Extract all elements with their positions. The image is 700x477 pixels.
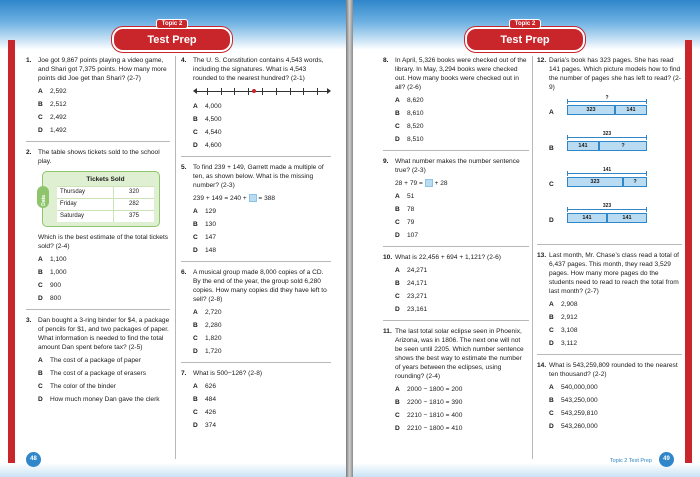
option-text: 4,540 — [205, 129, 222, 136]
answer-option[interactable] — [395, 218, 529, 227]
tick-mark — [262, 88, 263, 95]
bar-models — [549, 96, 682, 238]
answer-option[interactable] — [395, 96, 529, 105]
answer-option[interactable] — [395, 292, 529, 301]
bracket — [567, 209, 647, 210]
answer-option[interactable] — [193, 102, 331, 111]
equation-left: 28 + 79 = — [395, 180, 423, 187]
option-text: 2,720 — [205, 309, 222, 316]
answer-option[interactable] — [193, 382, 331, 391]
option-text: The cost of a package of erasers — [50, 370, 147, 377]
option-letter: B — [193, 396, 198, 403]
answer-option[interactable] — [193, 421, 331, 430]
answer-option[interactable] — [193, 207, 331, 216]
option-letter: B — [395, 280, 400, 287]
question-text: What is 500−126? (2-8) — [193, 370, 263, 377]
question-text: Last month, Mr. Chase’s class read a total of 6,437 pages. This month, they read 3,529 pages. How many more pages do the students need to read to reach the total from last month? (2-7) — [549, 252, 679, 295]
answer-option[interactable] — [395, 135, 529, 144]
arrow-right-icon — [327, 88, 331, 94]
question-number: 7. — [181, 370, 187, 377]
option-text: 2210 − 1810 = 400 — [407, 412, 463, 419]
tick-mark — [303, 88, 304, 95]
footer-band — [353, 463, 700, 477]
page-title: Test Prep — [465, 27, 585, 52]
option-text: 3,108 — [561, 327, 578, 334]
answer-option[interactable] — [395, 205, 529, 214]
answer-option[interactable] — [193, 246, 331, 255]
option-letter: D — [395, 425, 400, 432]
bar-segment: 141 — [567, 141, 599, 151]
option-letter: D — [193, 422, 198, 429]
option-letter: C — [193, 129, 198, 136]
option-letter: C — [395, 412, 400, 419]
table-row — [57, 187, 154, 199]
option-text: 4,500 — [205, 116, 222, 123]
option-text: 426 — [205, 409, 217, 416]
option-letter: D — [395, 136, 400, 143]
option-text: 4,600 — [205, 142, 222, 149]
option-text: 2,280 — [205, 322, 222, 329]
option-text: 543,260,000 — [561, 423, 598, 430]
answer-option[interactable] — [38, 268, 170, 277]
option-text: 8,510 — [407, 136, 424, 143]
option-text: 543,259,810 — [561, 410, 598, 417]
option-letter: C — [193, 335, 198, 342]
divider — [383, 320, 529, 321]
answer-option[interactable] — [395, 266, 529, 275]
option-letter: C — [549, 327, 554, 334]
answer-option[interactable] — [549, 339, 682, 348]
option-text: 1,492 — [50, 127, 67, 134]
option-text: 23,271 — [407, 293, 428, 300]
option-letter: A — [193, 208, 198, 215]
question-14 — [537, 361, 682, 431]
option-text: 130 — [205, 221, 217, 228]
option-text: 8,620 — [407, 97, 424, 104]
tick-mark — [276, 88, 277, 95]
answer-option[interactable] — [38, 126, 170, 135]
option-letter: D — [549, 217, 554, 224]
option-letter: A — [193, 103, 198, 110]
question-13 — [537, 251, 682, 348]
option-letter: B — [549, 314, 554, 321]
option-letter: C — [549, 410, 554, 417]
answer-option[interactable] — [395, 305, 529, 314]
option-letter: A — [193, 309, 198, 316]
option-letter: C — [193, 234, 198, 241]
bar-model-option[interactable] — [549, 168, 682, 202]
option-text: 800 — [50, 295, 62, 302]
question-text: Joe got 9,867 points playing a video game, and Shari got 7,375 points. How many more points did Joe get than Shari? (2-7) — [38, 57, 167, 82]
data-tab-label: Data — [40, 195, 47, 206]
option-text: 2,912 — [561, 314, 578, 321]
question-11 — [383, 327, 529, 433]
bar-model-option[interactable] — [549, 204, 682, 238]
tick-mark — [317, 88, 318, 95]
question-12 — [537, 56, 682, 238]
bar-model — [567, 141, 647, 151]
option-text: 79 — [407, 219, 415, 226]
option-letter: D — [395, 232, 400, 239]
question-text: Daria’s book has 323 pages. She has read 141 pages. Which picture models how to find the number of pages she has left to read? (2-9) — [549, 57, 681, 91]
book-gutter — [346, 0, 353, 477]
question-text: What is 22,456 + 694 + 1,121? (2-6) — [395, 254, 501, 261]
divider — [181, 156, 331, 157]
option-text: 484 — [205, 396, 217, 403]
option-letter: C — [38, 114, 43, 121]
equation — [193, 194, 331, 203]
answer-option[interactable] — [193, 233, 331, 242]
table-cell: 282 — [114, 199, 155, 211]
option-text: 1,100 — [50, 256, 67, 263]
answer-option[interactable] — [549, 409, 682, 418]
question-number: 8. — [383, 57, 389, 64]
left-column-2 — [181, 56, 331, 436]
answer-option[interactable] — [193, 141, 331, 150]
table-cell: 375 — [114, 211, 155, 223]
red-side-rule — [685, 40, 692, 477]
red-side-rule — [8, 40, 15, 477]
table-cell: Saturday — [57, 211, 114, 223]
question-number: 10. — [383, 254, 393, 261]
option-text: 626 — [205, 383, 217, 390]
divider — [26, 141, 170, 142]
question-text: What number makes the number sentence true? (2-3) — [395, 158, 520, 174]
option-text: The cost of a package of paper — [50, 357, 141, 364]
left-page — [0, 0, 346, 477]
option-text: 1,720 — [205, 348, 222, 355]
answer-option[interactable] — [38, 100, 170, 109]
answer-option[interactable] — [38, 255, 170, 264]
bar-model — [567, 213, 647, 223]
answer-option[interactable] — [395, 122, 529, 131]
equation-left: 239 + 149 = 240 + — [193, 195, 247, 202]
option-letter: B — [549, 145, 554, 152]
option-text: 900 — [50, 282, 62, 289]
option-letter: A — [38, 256, 43, 263]
question-number: 4. — [181, 57, 187, 64]
tick-mark — [248, 88, 249, 95]
option-text: 23,161 — [407, 306, 428, 313]
option-letter: A — [38, 88, 43, 95]
right-page — [353, 0, 700, 477]
answer-option[interactable] — [38, 281, 170, 290]
tick-mark — [221, 88, 222, 95]
question-text: The U. S. Constitution contains 4,543 words, including the signatures. What is 4,543 rounded to the nearest hundred? (2-1) — [193, 57, 324, 82]
answer-option[interactable] — [38, 356, 170, 365]
option-letter: A — [549, 301, 554, 308]
table-row — [57, 211, 154, 223]
equation-right: = 388 — [258, 195, 276, 202]
question-number: 13. — [537, 252, 547, 259]
question-10 — [383, 253, 529, 314]
equation — [395, 179, 529, 188]
option-letter: C — [38, 282, 43, 289]
table-title: Tickets Sold — [86, 176, 125, 183]
question-6 — [181, 268, 331, 356]
option-letter: D — [38, 127, 43, 134]
option-text: 543,250,000 — [561, 397, 598, 404]
question-4 — [181, 56, 331, 150]
option-letter: D — [549, 423, 554, 430]
option-letter: C — [395, 219, 400, 226]
table-cell: Thursday — [57, 187, 114, 199]
option-letter: A — [395, 267, 400, 274]
option-text: 4,000 — [205, 103, 222, 110]
option-letter: B — [395, 110, 400, 117]
option-text: 2,908 — [561, 301, 578, 308]
option-letter: C — [395, 123, 400, 130]
answer-option[interactable] — [38, 369, 170, 378]
answer-option[interactable] — [395, 424, 529, 433]
option-text: 148 — [205, 247, 217, 254]
divider — [537, 354, 682, 355]
page-header — [112, 12, 232, 52]
option-text: 24,271 — [407, 267, 428, 274]
question-text: Which is the best estimate of the total tickets sold? (2-4) — [38, 234, 169, 250]
question-text: In April, 5,326 books were checked out of the library. In May, 3,294 books were checked out. How many books were checked out in all? (2-6) — [395, 57, 527, 91]
option-letter: A — [38, 357, 43, 364]
option-letter: D — [38, 295, 43, 302]
bracket — [567, 101, 647, 102]
option-letter: B — [193, 322, 198, 329]
bar-model-total: 323 — [602, 203, 612, 209]
question-number: 12. — [537, 57, 547, 64]
option-letter: A — [395, 193, 400, 200]
answer-option[interactable] — [193, 220, 331, 229]
divider — [26, 309, 170, 310]
option-letter: B — [38, 269, 43, 276]
option-letter: D — [193, 142, 198, 149]
page-number: 48 — [26, 452, 41, 467]
option-letter: D — [38, 396, 43, 403]
option-letter: D — [395, 306, 400, 313]
option-letter: A — [395, 386, 400, 393]
option-letter: A — [193, 383, 198, 390]
answer-option[interactable] — [38, 395, 170, 404]
answer-option[interactable] — [549, 396, 682, 405]
option-text: How much money Dan gave the clerk — [50, 396, 160, 403]
question-text: The last total solar eclipse seen in Phoenix, Arizona, was in 1806. The next one will not be seen until 2205. Which number sentence shows the best way to estimate the number of years between the eclipses, using rounding? (2-4) — [395, 328, 524, 380]
bar-model-option[interactable] — [549, 132, 682, 166]
tick-mark — [207, 88, 208, 95]
option-text: 3,112 — [561, 340, 578, 347]
topic-tag: Topic 2 — [156, 19, 189, 29]
question-number: 3. — [26, 317, 32, 324]
question-2 — [26, 148, 170, 303]
equation-right: + 28 — [434, 180, 448, 187]
option-text: 107 — [407, 232, 419, 239]
left-column-1 — [26, 56, 170, 410]
answer-option[interactable] — [549, 383, 682, 392]
answer-option[interactable] — [395, 385, 529, 394]
footer-band — [0, 463, 346, 477]
divider — [537, 244, 682, 245]
question-text: To find 239 + 149, Garrett made a multiple of ten, as shown below. What is the missing number? (2-3) — [193, 164, 324, 189]
answer-option[interactable] — [395, 109, 529, 118]
answer-option[interactable] — [395, 398, 529, 407]
option-letter: B — [193, 116, 198, 123]
point-marker — [252, 89, 256, 93]
option-letter: B — [395, 206, 400, 213]
option-text: 129 — [205, 208, 217, 215]
option-letter: C — [549, 181, 554, 188]
answer-option[interactable] — [193, 347, 331, 356]
option-letter: B — [38, 370, 43, 377]
answer-option[interactable] — [193, 308, 331, 317]
answer-option[interactable] — [38, 87, 170, 96]
option-text: 2,592 — [50, 88, 67, 95]
bar-model-total: 323 — [602, 131, 612, 137]
question-9 — [383, 157, 529, 240]
divider — [383, 246, 529, 247]
question-number: 5. — [181, 164, 187, 171]
option-text: 24,171 — [407, 280, 428, 287]
number-line — [193, 86, 331, 98]
option-letter: B — [38, 101, 43, 108]
bar-model — [567, 177, 647, 187]
question-5 — [181, 163, 331, 255]
footer-label: Topic 2 Test Prep — [609, 458, 652, 464]
question-text: Dan bought a 3-ring binder for $4, a package of pencils for $1, and two packages of paper. What information is needed to find the total amount Dan spent before tax? (2-5) — [38, 317, 170, 351]
page-title: Test Prep — [112, 27, 232, 52]
topic-tag: Topic 2 — [509, 19, 542, 29]
option-text: 374 — [205, 422, 217, 429]
bar-segment: ? — [623, 177, 647, 187]
option-text: 147 — [205, 234, 217, 241]
option-text: 540,000,000 — [561, 384, 598, 391]
bar-segment: 323 — [567, 105, 615, 115]
answer-option[interactable] — [193, 128, 331, 137]
bar-segment: 323 — [567, 177, 623, 187]
answer-option[interactable] — [395, 231, 529, 240]
question-number: 2. — [26, 149, 32, 156]
answer-option[interactable] — [193, 115, 331, 124]
table-row — [57, 199, 154, 211]
option-letter: D — [549, 340, 554, 347]
option-letter: B — [395, 399, 400, 406]
option-text: 8,520 — [407, 123, 424, 130]
option-letter: C — [38, 383, 43, 390]
answer-option[interactable] — [549, 326, 682, 335]
bar-segment: 141 — [615, 105, 647, 115]
column-divider — [532, 56, 533, 459]
blank-box — [425, 179, 433, 187]
column-divider — [175, 56, 176, 459]
bar-segment: ? — [599, 141, 647, 151]
blank-box — [249, 194, 257, 202]
tick-mark — [290, 88, 291, 95]
answer-option[interactable] — [549, 422, 682, 431]
answer-option[interactable] — [193, 321, 331, 330]
question-number: 6. — [181, 269, 187, 276]
option-letter: A — [395, 97, 400, 104]
answer-option[interactable] — [38, 382, 170, 391]
bracket — [567, 137, 647, 138]
question-text: The table shows tickets sold to the school play. — [38, 149, 160, 165]
question-8 — [383, 56, 529, 144]
option-letter: D — [193, 247, 198, 254]
option-text: 2200 − 1810 = 390 — [407, 399, 463, 406]
answer-option[interactable] — [193, 334, 331, 343]
bar-model-option[interactable] — [549, 96, 682, 130]
question-number: 1. — [26, 57, 32, 64]
question-number: 11. — [383, 328, 392, 335]
answer-option[interactable] — [395, 411, 529, 420]
table-cell: 320 — [114, 187, 155, 199]
answer-option[interactable] — [549, 313, 682, 322]
answer-option[interactable] — [193, 408, 331, 417]
right-column-1 — [383, 56, 529, 439]
question-7 — [181, 369, 331, 430]
option-letter: C — [395, 293, 400, 300]
option-text: 1,000 — [50, 269, 67, 276]
option-text: 1,820 — [205, 335, 222, 342]
tickets-sold-table — [42, 171, 160, 227]
page-number: 49 — [659, 452, 674, 467]
question-text: What is 543,259,809 rounded to the nearest ten thousand? (2-2) — [549, 362, 678, 378]
bar-model-total: 141 — [602, 167, 612, 173]
option-text: The color of the binder — [50, 383, 116, 390]
bar-segment: 141 — [607, 213, 647, 223]
option-text: 2210 − 1800 = 410 — [407, 425, 463, 432]
option-text: 2,492 — [50, 114, 67, 121]
table-cell: Friday — [57, 199, 114, 211]
answer-option[interactable] — [549, 300, 682, 309]
divider — [181, 261, 331, 262]
answer-option[interactable] — [38, 113, 170, 122]
option-letter: A — [549, 109, 554, 116]
option-text: 51 — [407, 193, 415, 200]
bar-model — [567, 105, 647, 115]
option-letter: C — [193, 409, 198, 416]
bar-model-total: ? — [605, 95, 609, 101]
answer-option[interactable] — [193, 395, 331, 404]
answer-option[interactable] — [38, 294, 170, 303]
option-text: 8,610 — [407, 110, 424, 117]
option-text: 2,512 — [50, 101, 67, 108]
divider — [383, 150, 529, 151]
right-column-2 — [537, 56, 682, 437]
question-text: A musical group made 8,000 copies of a CD. By the end of the year, the group sold 6,280 copies. How many copies did they have left to sell? (2-8) — [193, 269, 327, 303]
divider — [181, 362, 331, 363]
page-header — [465, 12, 585, 52]
bar-segment: 141 — [567, 213, 607, 223]
option-letter: D — [193, 348, 198, 355]
option-text: 2000 − 1800 = 200 — [407, 386, 463, 393]
question-3 — [26, 316, 170, 404]
question-number: 14. — [537, 362, 547, 369]
answer-option[interactable] — [395, 192, 529, 201]
tickets-table — [57, 186, 154, 222]
question-number: 9. — [383, 158, 389, 165]
option-letter: B — [193, 221, 198, 228]
option-text: 78 — [407, 206, 415, 213]
tick-mark — [234, 88, 235, 95]
question-1 — [26, 56, 170, 135]
option-letter: A — [549, 384, 554, 391]
answer-option[interactable] — [395, 279, 529, 288]
option-letter: B — [549, 397, 554, 404]
bracket — [567, 173, 647, 174]
